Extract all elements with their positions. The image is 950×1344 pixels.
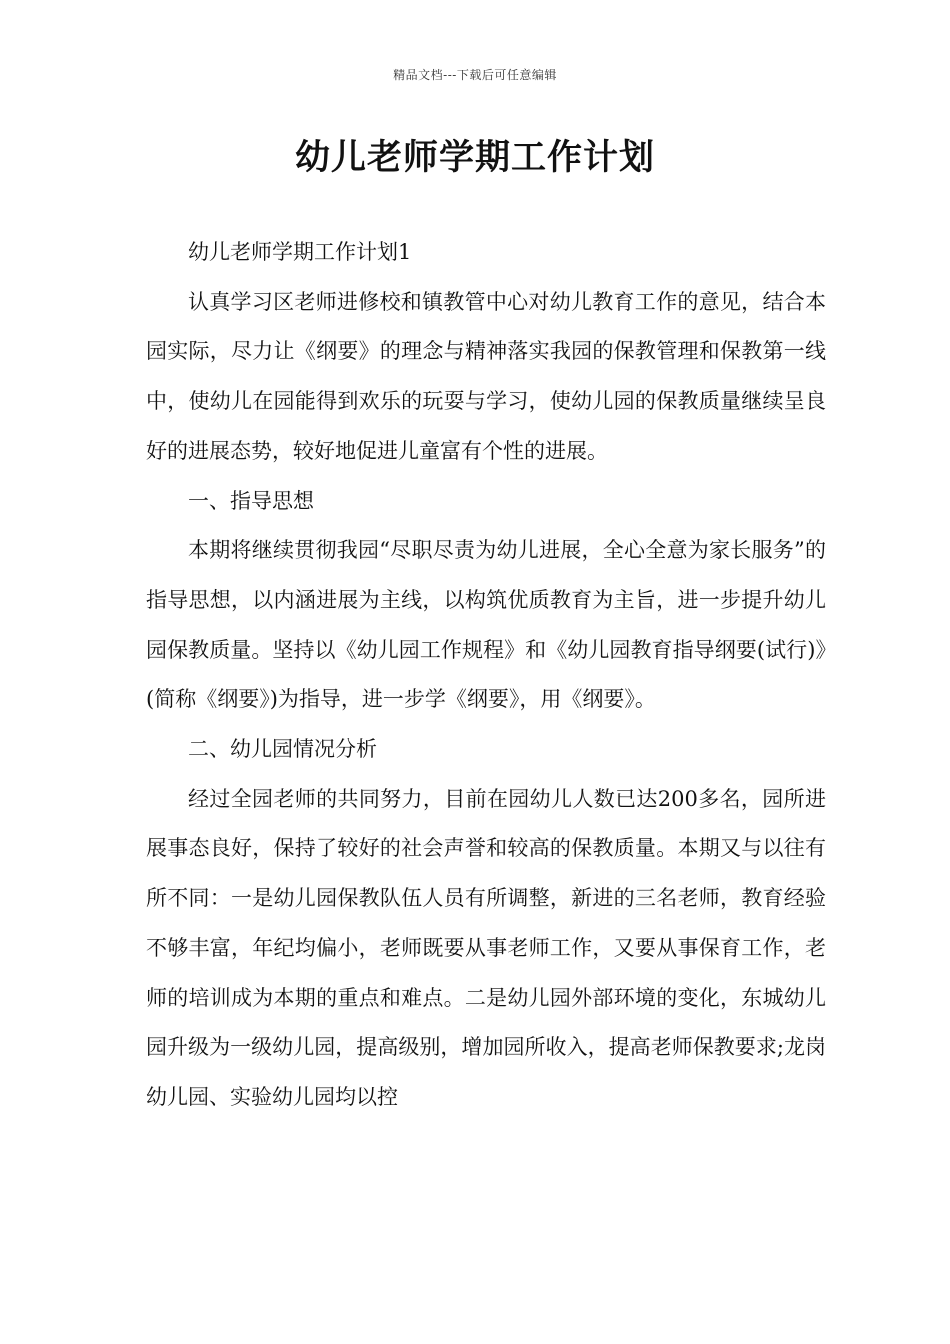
body-paragraph: 认真学习区老师进修校和镇教管中心对幼儿教育工作的意见，结合本园实际，尽力让《纲要》的理念与精神落实我园的保教管理和保教第一线中，使幼儿在园能得到欢乐的玩耍与学习，使幼儿园的保教质量继续呈良好的进展态势，较好地促进儿童富有个性的进展。 <box>146 289 826 463</box>
header-note: 精品文档---下载后可任意编辑 <box>393 68 557 82</box>
body-paragraph: 经过全园老师的共同努力，目前在园幼儿人数已达200多名，园所进展事态良好，保持了较好的社会声誉和较高的保教质量。本期又与以往有所不同：一是幼儿园保教队伍人员有所调整，新进的三名老师，教育经验不够丰富，年纪均偏小，老师既要从事老师工作，又要从事保育工作，老师的培训成为本期的重点和难点。二是幼儿园外部环境的变化，东城幼儿园升级为一级幼儿园，提高级别，增加园所收入，提高老师保教要求;龙岗幼儿园、实验幼儿园均以控 <box>146 786 826 1109</box>
document-body <box>146 228 826 1123</box>
body-paragraph: 本期将继续贯彻我园“尽职尽责为幼儿进展，全心全意为家长服务”的指导思想，以内涵进展为主线，以构筑优质教育为主旨，进一步提升幼儿园保教质量。坚持以《幼儿园工作规程》和《幼儿园教育指导纲要(试行)》(简称《纲要》)为指导，进一步学《纲要》，用《纲要》。 <box>146 538 826 712</box>
section-heading: 幼儿老师学期工作计划1 <box>188 240 412 264</box>
section-heading: 一、指导思想 <box>188 488 314 513</box>
section-heading: 二、幼儿园情况分析 <box>188 737 377 762</box>
document-title: 幼儿老师学期工作计划 <box>294 138 655 178</box>
